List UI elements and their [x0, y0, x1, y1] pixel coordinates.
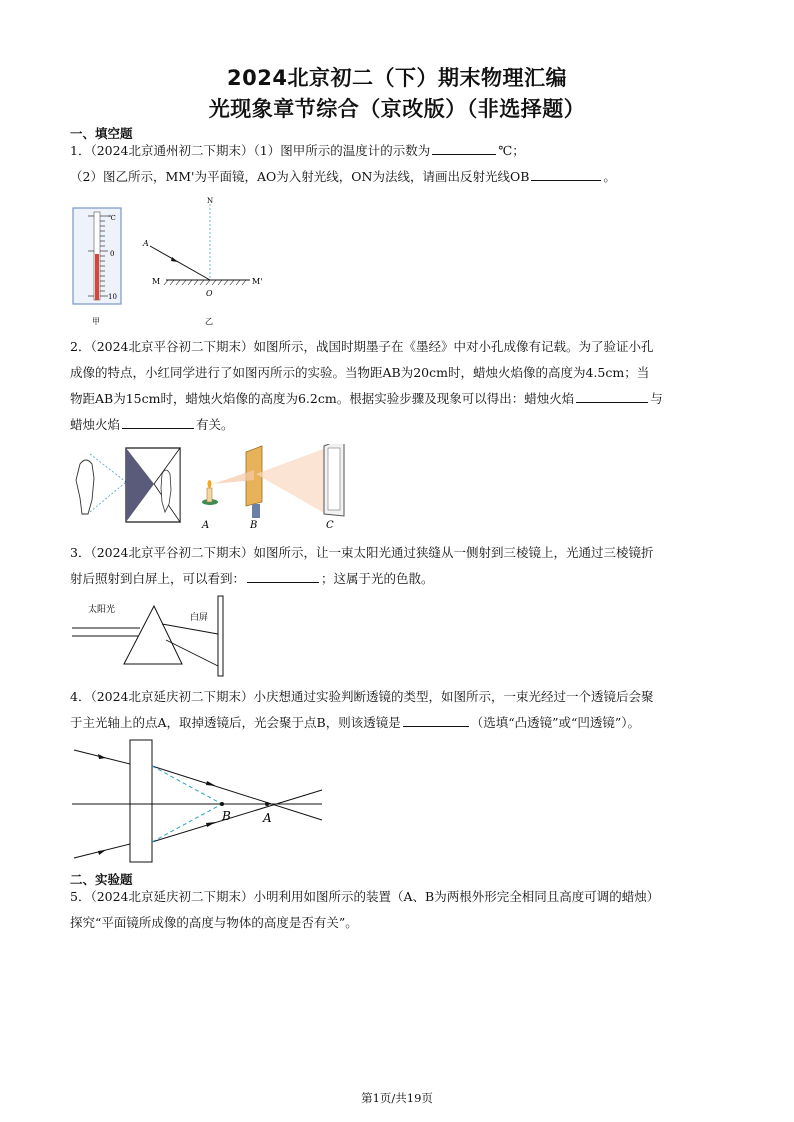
section-fill-in: 一、填空题 [70, 126, 133, 141]
question-2 [70, 334, 730, 438]
prism-dispersion-diagram [72, 596, 223, 676]
page-title: 2024北京初二（下）期末物理汇编 [227, 66, 567, 90]
celsius-label: ℃ [108, 214, 116, 222]
page-number: 第1页/共19页 [361, 1091, 433, 1105]
answer-blank[interactable] [122, 414, 194, 429]
label-A: A [202, 520, 210, 531]
q5-line1: 5．（2024北京延庆初二下期末）小明利用如图所示的装置（A、B为两根外形完全相同且高度可调的蜡烛） [70, 889, 660, 904]
point-A-label: A [143, 239, 149, 248]
q1-line2: （2）图乙所示，MM'为平面镜，AO为入射光线，ON为法线，请画出反射光线OB 。 [70, 164, 730, 190]
q2-line2: 成像的特点，小红同学进行了如图丙所示的实验。当物距AB为20cm时，蜡烛火焰像的高度为4.5cm；当 [70, 365, 650, 380]
question-3 [70, 540, 730, 592]
white-screen-label: 白屏 [190, 613, 209, 623]
q1-line1: 1．（2024北京通州初二下期末）（1）图甲所示的温度计的示数为 ℃； [70, 138, 730, 164]
q5-line2: 探究“平面镜所成像的高度与物体的高度是否有关”。 [70, 915, 358, 930]
q2-line4: 蜡烛火焰 有关。 [70, 412, 730, 438]
caption-jia: 甲 [92, 317, 100, 326]
page-subtitle: 光现象章节综合（京改版）（非选择题） [208, 97, 586, 121]
q2-line3: 物距AB为15cm时，蜡烛火焰像的高度为6.2cm。根据实验步骤及现象可以得出：蜡烛火焰 与 [70, 386, 730, 412]
mirror-reflection-figure [142, 197, 262, 326]
question-4 [70, 684, 730, 736]
candle-experiment-illustration [201, 444, 344, 531]
answer-blank[interactable] [531, 166, 601, 181]
answer-blank[interactable] [403, 712, 469, 727]
question-5 [70, 884, 730, 936]
q2-figure [70, 444, 370, 534]
mirror-M-label: M [152, 277, 161, 286]
label-C: C [326, 520, 334, 531]
tick-ten-label: 10 [108, 293, 117, 301]
point-O-label: O [206, 289, 213, 298]
q4-line1: 4．（2024北京延庆初二下期末）小庆想通过实验判断透镜的类型，如图所示，一束光经过一个透镜后会聚 [70, 689, 654, 704]
thermometer-figure [73, 208, 121, 326]
q4-line2: 于主光轴上的点A，取掉透镜后，光会聚于点B，则该透镜是 （选填“凸透镜”或“凹透镜”）。 [70, 710, 730, 736]
mirror-Mprime-label: M' [252, 277, 263, 286]
pinhole-camera-illustration [76, 448, 180, 522]
answer-blank[interactable] [576, 388, 648, 403]
q3-line1: 3．（2024北京平谷初二下期末）如图所示，让一束太阳光通过狭缝从一侧射到三棱镜上，光通过三棱镜折 [70, 545, 654, 560]
answer-blank[interactable] [432, 140, 496, 155]
section-experiment: 二、实验题 [70, 872, 133, 887]
q3-line2: 射后照射到白屏上，可以看到： ；这属于光的色散。 [70, 566, 730, 592]
question-1 [70, 138, 730, 190]
q1-figure [70, 196, 290, 330]
point-B-label: B [222, 809, 231, 823]
label-B: B [250, 520, 258, 531]
q4-figure [70, 738, 330, 866]
sunlight-label: 太阳光 [88, 605, 116, 615]
caption-yi: 乙 [205, 317, 213, 326]
point-A-label: A [263, 811, 272, 825]
q3-figure [70, 594, 240, 680]
answer-blank[interactable] [247, 568, 319, 583]
tick-zero-label: 0 [110, 250, 115, 258]
normal-N-label: N [207, 197, 214, 205]
q2-line1: 2．（2024北京平谷初二下期末）如图所示，战国时期墨子在《墨经》中对小孔成像有记载。为了验证小孔 [70, 339, 654, 354]
lens-convergence-diagram [72, 740, 322, 862]
